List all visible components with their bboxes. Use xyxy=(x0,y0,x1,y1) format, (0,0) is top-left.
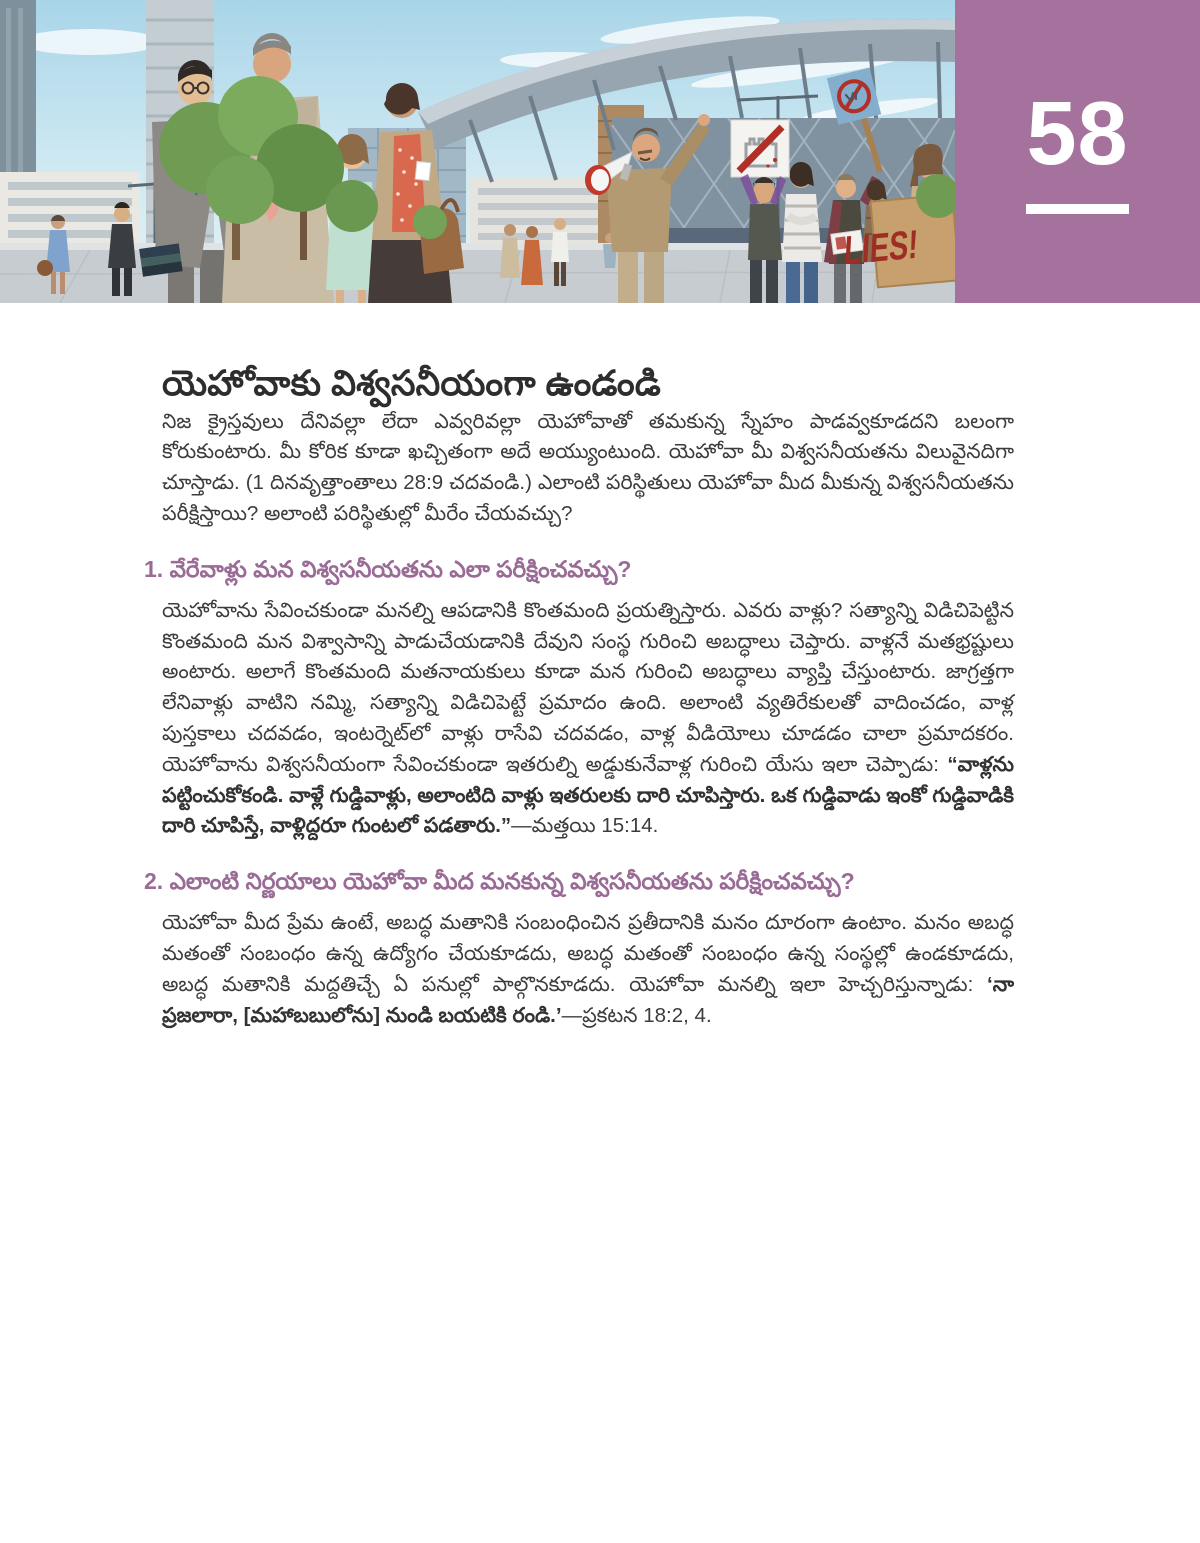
lesson-number-block xyxy=(955,0,1200,303)
question-1-paragraph xyxy=(162,596,1014,842)
question-1-heading xyxy=(144,554,1014,585)
question-2-number: 2. xyxy=(144,868,164,895)
no-watchtower-sign xyxy=(731,120,789,177)
question-2-heading-text: ఎలాంటి నిర్ణయాలు యెహోవా మీద మనకున్న విశ్వసనీయతను పరీక్షించవచ్చు? xyxy=(169,868,855,895)
lesson-number-underline xyxy=(1026,204,1129,214)
question-1-body: యెహోవాను సేవించకుండా మనల్ని ఆపడానికి కొంతమంది ప్రయత్నిస్తారు. ఎవరు వాళ్లు? సత్యాన్ని విడిచిపెట్టిన కొంతమంది మన విశ్వాసాన్ని పాడుచేయడానికి దేవుని సంస్థ గురించి అబద్ధాలు చెప్తారు. వాళ్లనే మతభ్రష్టులు అంటారు. అలాగే కొంతమంది మతనాయకులు కూడా మన గురించి అబద్ధాలు వ్యాప్తి చేస్తుంటారు. జాగ్రత్తగా లేనివాళ్లు వాటిని నమ్మి, సత్యాన్ని విడిచిపెట్టే ప్రమాదం ఉంది. అలాంటి వ్యతిరేకులతో వాదించడం, వాళ్ల పుస్తకాలు చదవడం, ఇంటర్నెట్‌లో వాళ్లు రాసేవి చదవడం, వాళ్ల వీడియోలు చూడడం చాలా ప్రమాదకరం. యెహోవాను విశ్వసనీయంగా సేవించకుండా ఇతరుల్ని అడ్డుకునేవాళ్ల గురించి యేసు ఇలా చెప్పాడు: xyxy=(162,598,1014,776)
intro-text: నిజ క్రైస్తవులు దేనివల్లా లేదా ఎవ్వరివల్లా యెహోవాతో తమకున్న స్నేహం పాడవ్వకూడదని బలంగా కోరుకుంటారు. మీ కోరిక కూడా ఖచ్చితంగా అదే అయ్యుంటుంది. యెహోవా మీ విశ్వసనీయతను విలువైనదిగా చూస్తాడు. (1 దినవృత్తాంతాలు 28:9 చదవండి.) ఎలాంటి పరిస్థితులు యెహోవా మీద మీకున్న విశ్వసనీయతను పరీక్షిస్తాయి? అలాంటి పరిస్థితుల్లో మీరేం చేయవచ్చు? xyxy=(162,409,1014,525)
question-2-body: యెహోవా మీద ప్రేమ ఉంటే, అబద్ధ మతానికి సంబంధించిన ప్రతీదానికి మనం దూరంగా ఉంటాం. మనం అబద్ధ మతంతో సంబంధం ఉన్న ఉద్యోగం చేయకూడదు, అబద్ధ మతంతో సంబంధం ఉన్న సంస్థల్లో ఉండకూడదు, అబద్ధ మతానికి మద్దతిచ్చే ఏ పనుల్లో పాల్గొనకూడదు. యెహోవా మనల్ని ఇలా హెచ్చరిస్తున్నాడు: xyxy=(162,911,1014,996)
header-photo xyxy=(0,0,955,303)
question-2-scripture-quote: ‘నా ప్రజలారా, [మహాబబులోను] నుండి బయటికి రండి.’ xyxy=(162,972,1014,1027)
question-2-scripture-reference: —ప్రకటన 18:2, 4. xyxy=(561,1003,712,1027)
question-1-section xyxy=(144,554,1014,842)
question-1-scripture-reference: —మత్తయి 15:14. xyxy=(511,814,659,838)
question-2-section xyxy=(144,866,1014,1031)
question-2-paragraph xyxy=(162,908,1014,1031)
header-photo-illustration xyxy=(0,0,955,303)
question-2-heading xyxy=(144,866,1014,897)
question-1-number: 1. xyxy=(144,555,164,582)
intro-paragraph xyxy=(162,407,1014,530)
lesson-title: యెహోవాకు విశ్వసనీయంగా ఉండండి xyxy=(162,364,661,403)
lesson-content xyxy=(0,361,1200,1031)
lies-sign-text: LIES! xyxy=(843,219,948,274)
page-header xyxy=(0,0,1200,303)
question-1-heading-text: వేరేవాళ్లు మన విశ్వసనీయతను ఎలా పరీక్షించవచ్చు? xyxy=(169,555,632,582)
question-1-scripture-quote: “వాళ్లను పట్టించుకోకండి. వాళ్లే గుడ్డివాళ్లు, అలాంటిది వాళ్లు ఇతరులకు దారి చూపిస్తారు. ఒక గుడ్డివాడు ఇంకో గుడ్డివాడికి దారి చూపిస్తే, వాళ్లిద్దరూ గుంటలో పడతారు.” xyxy=(162,752,1014,838)
lesson-number: 58 xyxy=(1026,84,1129,184)
